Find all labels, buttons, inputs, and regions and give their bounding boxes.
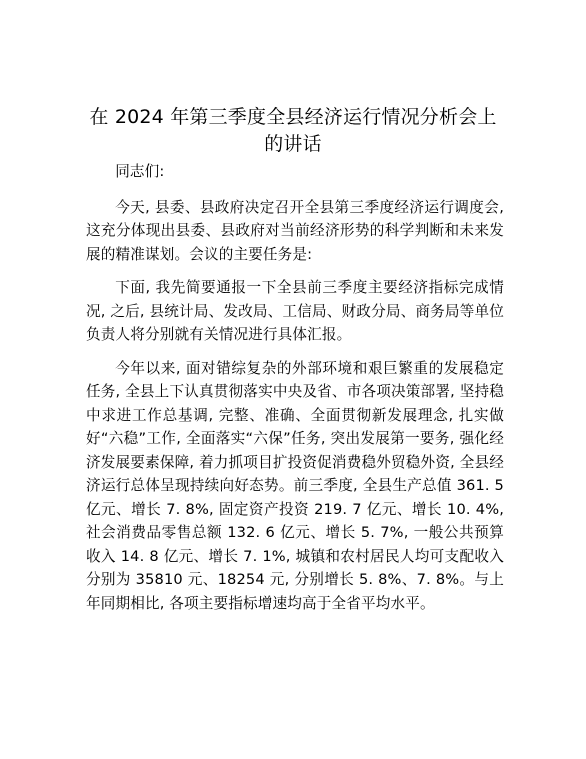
paragraph-economic-summary: 今年以来, 面对错综复杂的外部环境和艰巨繁重的发展稳定任务, 全县上下认真贯彻落实中央及省、市各项决策部署, 坚持稳中求进工作总基调, 完整、准确、全面贯彻新发展理念, 扎实做好“六稳”工作, 全面落实“六保”任务, 突出发展第一要务, 强化经济发展要素保障, 着力抓项目扩投资促消费稳外贸稳外资, 全县经济运行总体呈现持续向好态势。前三季度, 全县生产总值 361. 5 亿元、增长 7. 8%, 固定资产投资 219. 7 亿元、增长 10. 4%, 社会消费品零售总额 132. 6 亿元、增长 5. 7%, 一般公共预算收入 14. 8 亿元、增长 7. 1%, 城镇和农村居民人均可支配收入分别为 35810 元、18254 元, 分别增长 5. 8%、7. 8%。与上年同期相比, 各项主要指标增速均高于全省平均水平。 [86, 359, 504, 612]
salutation: 同志们: [115, 163, 165, 180]
document-body [86, 160, 504, 625]
document-title [70, 104, 516, 158]
title-line-2: 的讲话 [264, 133, 322, 155]
paragraph-opening: 今天, 县委、县政府决定召开全县第三季度经济运行调度会, 这充分体现出县委、县政府对当前经济形势的科学判断和未来发展的精准谋划。会议的主要任务是: [86, 198, 504, 263]
title-line-1: 在 2024 年第三季度全县经济运行情况分析会上 [89, 106, 497, 128]
paragraph-agenda: 下面, 我先简要通报一下全县前三季度主要经济指标完成情况, 之后, 县统计局、发改局、工信局、财政分局、商务局等单位负责人将分别就有关情况进行具体汇报。 [86, 279, 504, 343]
